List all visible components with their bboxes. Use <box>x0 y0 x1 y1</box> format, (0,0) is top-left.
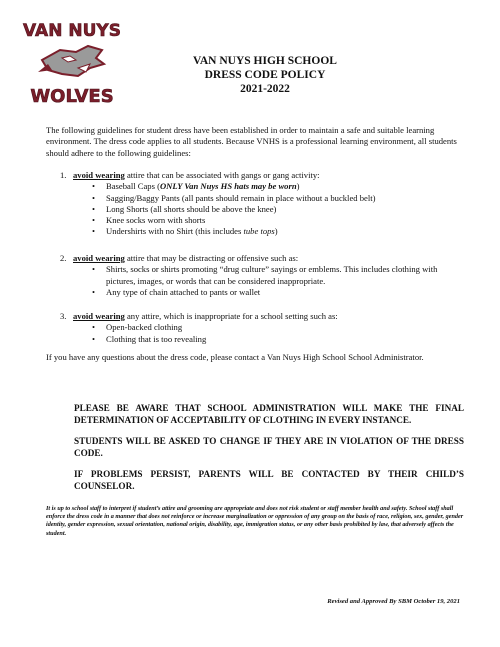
notice-parents-contacted: IF PROBLEMS PERSIST, PARENTS WILL BE CONTACTED BY THEIR CHILD’S COUNSELOR. <box>74 469 464 491</box>
notice-change-clothing: STUDENTS WILL BE ASKED TO CHANGE IF THEY ARE IN VIOLATION OF THE DRESS CODE. <box>74 436 464 458</box>
list-item: • Clothing that is too revealing <box>106 334 465 345</box>
bullet-list <box>60 264 465 298</box>
guideline-section-1 <box>60 170 465 238</box>
bullet-list <box>60 181 465 237</box>
section-title <box>73 253 465 264</box>
list-item: • Undershirts with no Shirt (this includes tube tops) <box>106 226 465 237</box>
section-number: 3. <box>60 311 67 321</box>
guideline-section-3 <box>60 311 465 345</box>
intro-paragraph: The following guidelines for student dress have been established in order to maintain a safe and suitable learning environment. The dress code applies to all students. Because VNHS is a professional learning environment, all students should adhere to the following guidelines: <box>46 125 457 158</box>
policy-title: DRESS CODE POLICY <box>204 69 326 81</box>
school-name: VAN NUYS HIGH SCHOOL <box>193 55 337 67</box>
list-item: • Sagging/Baggy Pants (all pants should remain in place without a buckled belt) <box>106 193 465 204</box>
section-title <box>73 170 465 181</box>
section-lead: avoid wearing <box>73 311 125 321</box>
school-year: 2021-2022 <box>240 83 290 95</box>
fine-print: It is up to school staff to interpret if student’s attire and grooming are appropriate and does not risk student or staff member health and safety. School staff shall enforce the dress code in a manner that does not reinforce or increase marginalization or oppression of any group on the basis of race, religion, sex, gender, gender identity, gender expression, sexual orientation, national origin, disability, age, immigration status, or any other basis prohibited by law, that adversely affects the student. <box>46 505 464 537</box>
document-header <box>150 54 380 96</box>
contact-paragraph: If you have any questions about the dress code, please contact a Van Nuys High School School Administrator. <box>46 352 424 362</box>
notice-final-determination: PLEASE BE AWARE THAT SCHOOL ADMINISTRATION WILL MAKE THE FINAL DETERMINATION OF ACCEPTABILITY OF CLOTHING IN EVERY INSTANCE. <box>74 403 464 425</box>
wolf-logo-icon <box>18 14 126 114</box>
list-item: • Knee socks worn with shorts <box>106 215 465 226</box>
logo-bottom-text: WOLVES <box>30 86 114 107</box>
guideline-section-2 <box>60 253 465 298</box>
section-number: 1. <box>60 170 67 180</box>
section-number: 2. <box>60 253 67 263</box>
section-lead: avoid wearing <box>73 170 125 180</box>
section-title <box>73 311 465 322</box>
section-lead: avoid wearing <box>73 253 125 263</box>
school-logo <box>18 14 126 114</box>
section-rest: attire that can be associated with gangs or gang activity: <box>124 170 320 180</box>
revision-note: Revised and Approved By SBM October 19, 2021 <box>327 598 460 605</box>
list-item: • Open-backed clothing <box>106 322 465 333</box>
list-item: • Long Shorts (all shorts should be above the knee) <box>106 204 465 215</box>
list-item: • Shirts, socks or shirts promoting “drug culture” sayings or emblems. This includes clothing with pictures, images, or words that can be considered inappropriate. <box>106 264 465 287</box>
section-rest: any attire, which is inappropriate for a school setting such as: <box>124 311 338 321</box>
list-item: • Baseball Caps (ONLY Van Nuys HS hats may be worn) <box>106 181 465 192</box>
list-item: • Any type of chain attached to pants or wallet <box>106 287 465 298</box>
section-rest: attire that may be distracting or offensive such as: <box>124 253 299 263</box>
bullet-list <box>60 322 465 345</box>
logo-top-text: VAN NUYS <box>23 21 121 41</box>
